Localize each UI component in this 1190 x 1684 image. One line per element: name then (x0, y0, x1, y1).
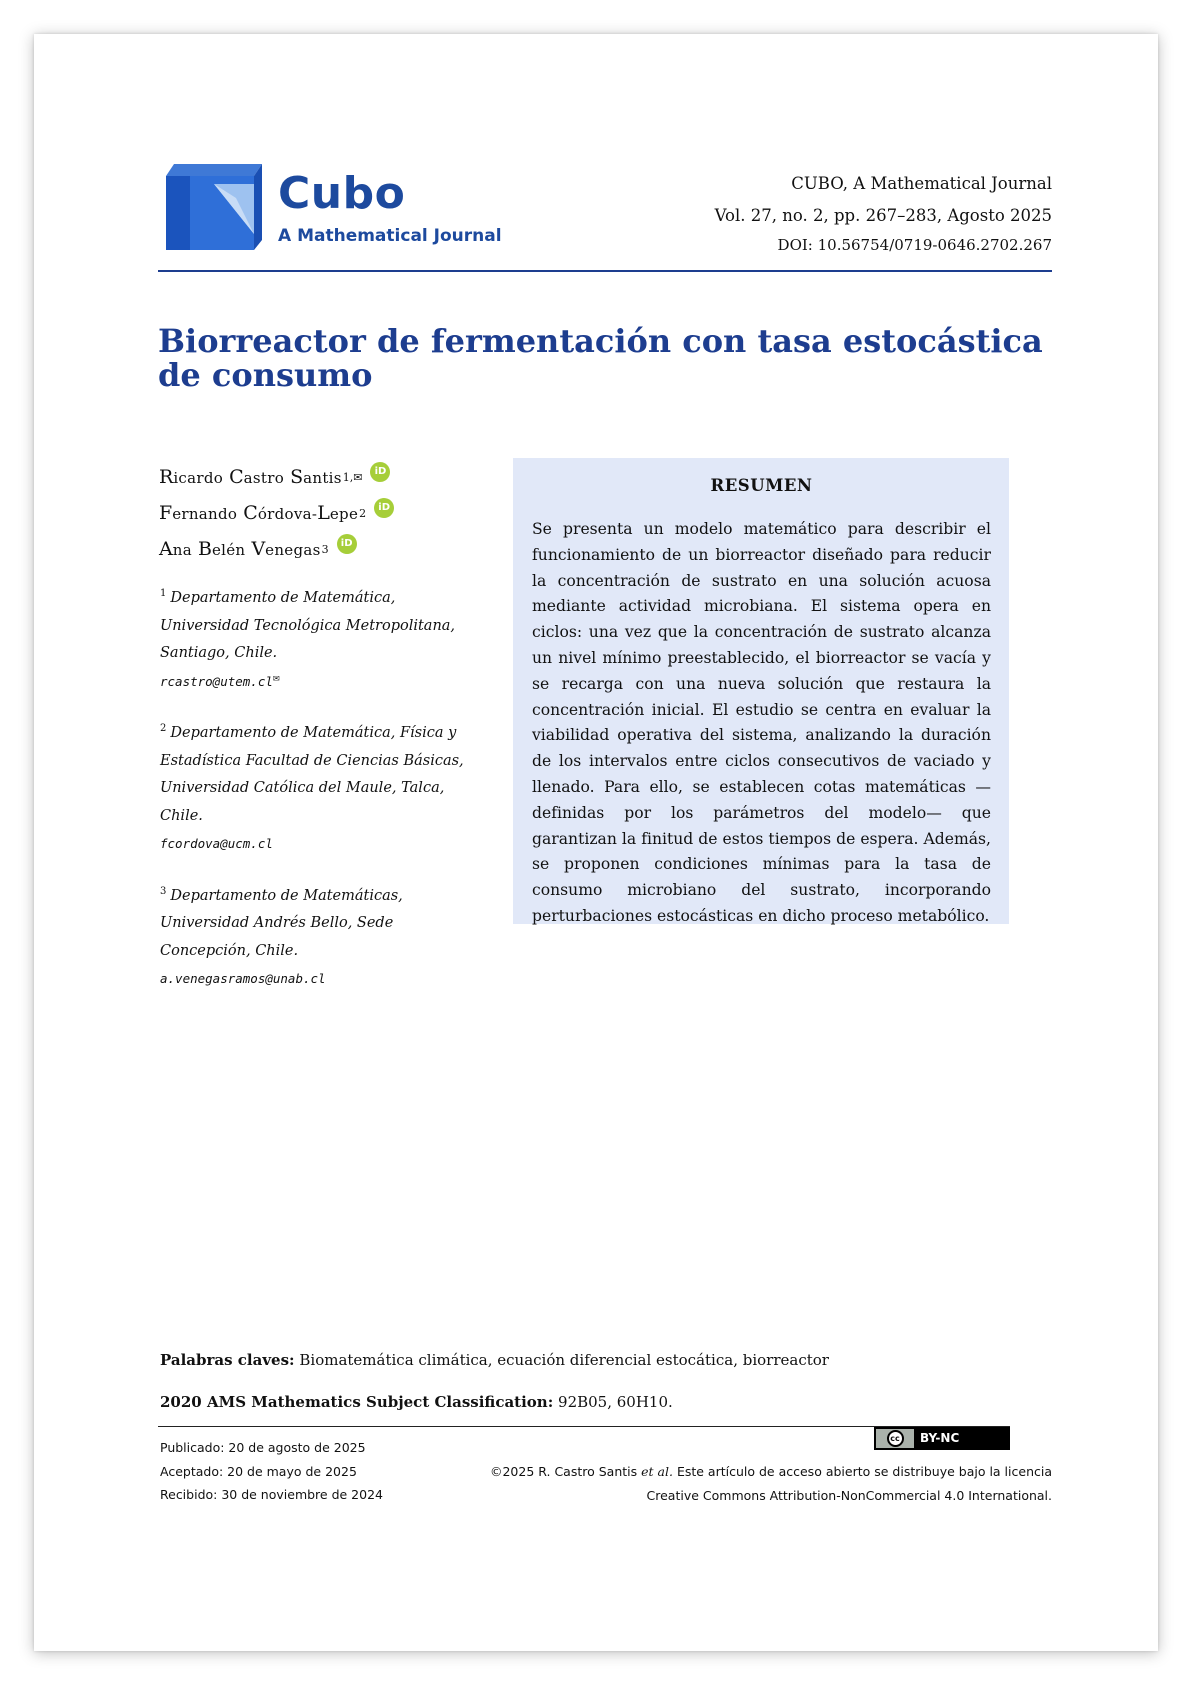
paper-page (34, 34, 1158, 1651)
volume-line: Vol. 27, no. 2, pp. 267–283, Agosto 2025 (714, 206, 1052, 225)
cube-logo-icon (162, 164, 262, 254)
doi[interactable]: DOI: 10.56754/0719-0646.2702.267 (777, 236, 1052, 254)
author-1: Ricardo Castro Santis 1,✉ iD (159, 460, 394, 496)
logo-title: Cubo (278, 168, 406, 219)
email-link[interactable]: fcordova@ucm.cl (160, 836, 273, 851)
affiliation-2: $^2$ Departamento de Matemática, Física y Estadística Facultad de Ciencias Básicas, Universidad Católica del Maule, Talca, Chile. fcordova@ucm.cl (160, 720, 490, 858)
header-rule (158, 270, 1052, 272)
cc-badge-text: BY-NC (920, 1431, 960, 1445)
publication-dates (160, 1436, 383, 1507)
received-date: Recibido: 30 de noviembre de 2024 (160, 1487, 383, 1502)
author-list (159, 460, 394, 568)
abstract-heading: RESUMEN (710, 476, 813, 495)
author-name: Ana Belén Venegas (159, 538, 321, 560)
orcid-icon[interactable]: iD (337, 534, 357, 554)
affiliation-1: $^1$ Departamento de Matemática, Universidad Tecnológica Metropolitana, Santiago, Chile. rcastro@utem.cl✉ (160, 585, 490, 695)
logo-subtitle: A Mathematical Journal (278, 226, 502, 246)
published-date: Publicado: 20 de agosto de 2025 (160, 1440, 366, 1455)
keywords: Palabras claves: Biomatemática climática, ecuación diferencial estocática, biorreactor (160, 1351, 829, 1369)
orcid-icon[interactable]: iD (370, 462, 390, 482)
author-name: Ricardo Castro Santis (159, 466, 342, 488)
abstract-box (513, 458, 1009, 924)
affiliation-3: $^3$ Departamento de Matemáticas, Universidad Andrés Bello, Sede Concepción, Chile. a.venegasramos@unab.cl (160, 883, 490, 993)
cc-license-badge[interactable] (874, 1427, 1010, 1450)
author-3: Ana Belén Venegas 3 iD (159, 532, 394, 568)
abstract-body: Se presenta un modelo matemático para describir el funcionamiento de un biorreactor diseñado para reducir la concentración de sustrato en una solución acuosa mediante actividad microbiana. El sistema opera en ciclos: una vez que la concentración de sustrato alcanza un nivel mínimo preestablecido, el biorreactor se vacía y se recarga con una nueva solución que restaura la concentración inicial. El estudio se centra en evaluar la viabilidad operativa del sistema, analizando la duración de los intervalos entre ciclos consecutivos de vaciado y llenado. Para ello, se establecen cotas matemáticas —definidas por los parámetros del modelo— que garantizan la finitud de estos tiempos de espera. Además, se proponen condiciones mínimas para la tasa de consumo microbiano del sustrato, incorporando perturbaciones estocásticas en dicho proceso metabólico. (532, 520, 991, 925)
orcid-icon[interactable]: iD (374, 498, 394, 518)
journal-logo (162, 164, 512, 264)
license-text: ©2025 R. Castro Santis et al. Este artículo de acceso abierto se distribuye bajo la licencia Creative Commons Attribution-NonCommercial 4.0 International. (432, 1460, 1052, 1507)
email-link[interactable]: rcastro@utem.cl✉ (160, 670, 280, 689)
accepted-date: Aceptado: 20 de mayo de 2025 (160, 1463, 357, 1479)
journal-info (715, 168, 1052, 258)
ams-classification: 2020 AMS Mathematics Subject Classification: 92B05, 60H10. (160, 1393, 673, 1411)
email-link[interactable]: a.venegasramos@unab.cl (160, 971, 326, 986)
journal-name: CUBO, A Mathematical Journal (791, 174, 1052, 193)
author-2: Fernando Córdova-Lepe 2 iD (159, 496, 394, 532)
author-name: Fernando Córdova-Lepe (159, 502, 359, 524)
license-link[interactable]: Creative Commons Attribution-NonCommercial 4.0 International. (646, 1487, 1052, 1503)
cc-icon: cc (887, 1430, 904, 1447)
affiliations (160, 585, 490, 1018)
envelope-icon: ✉ (272, 670, 280, 684)
paper-title: Biorreactor de fermentación con tasa estocástica de consumo (158, 322, 1043, 394)
